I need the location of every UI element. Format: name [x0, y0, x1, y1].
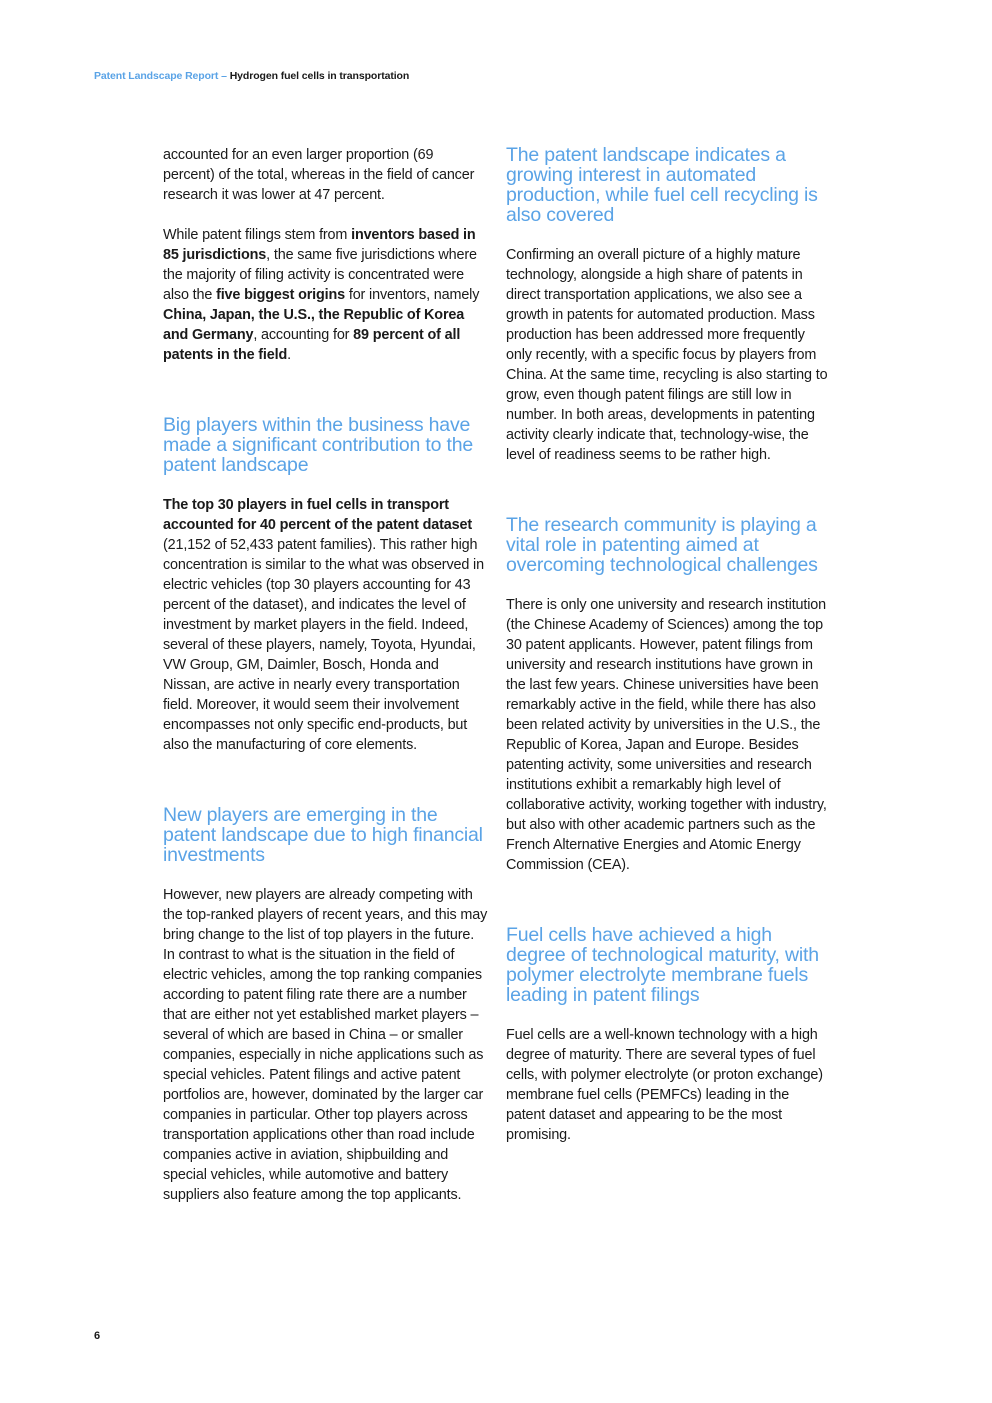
- section-gap: [163, 775, 488, 805]
- paragraph-proportion: [163, 145, 488, 205]
- text-run: for inventors, namely: [345, 287, 480, 303]
- text-run: , the same five jurisdictions where the majority of filing activity is concentrated were also the: [163, 247, 477, 303]
- text-run: .: [287, 347, 291, 363]
- text-run: While patent filings stem from: [163, 227, 352, 243]
- bold-run: 89 percent of all patents in the field: [163, 327, 461, 363]
- left-column: [163, 145, 488, 1225]
- bold-run: inventors based in 85 jurisdictions: [163, 227, 476, 263]
- heading-big-players: Big players within the business have made a significant contribution to the patent landscape: [163, 414, 474, 476]
- heading-new-players: New players are emerging in the patent landscape due to high financial investments: [163, 804, 483, 866]
- section-gap: [506, 895, 832, 925]
- bold-run: The top 30 players in fuel cells in transport accounted for 40 percent of the patent dataset: [163, 497, 472, 533]
- bold-run: China, Japan, the U.S., the Republic of Korea and Germany: [163, 307, 465, 343]
- page-number: 6: [94, 1330, 101, 1342]
- heading-technological-maturity: Fuel cells have achieved a high degree of technological maturity, with polymer electrolyte membrane fuels leading in patent filings: [506, 924, 819, 1006]
- paragraph-research-community: There is only one university and research institution (the Chinese Academy of Sciences) among the top 30 patent applicants. However, patent filings from university and research institutions have grown in the last few years. Chinese universities have been remarkably active in the field, while there has also been related activity by universities in the U.S., the Republic of Korea, Japan and Europe. Besides patenting activity, some universities and research institutions exhibit a remarkably high level of collaborative activity, working together with industry, but also with other academic partners such as the French Alternative Energies and Atomic Energy Commission (CEA).: [506, 597, 827, 873]
- paragraph-technological-maturity: Fuel cells are a well-known technology with a high degree of maturity. There are several types of fuel cells, with polymer electrolyte (or proton exchange) membrane fuel cells (PEMFCs) leading in the patent dataset and appearing to be the most promising.: [506, 1027, 823, 1143]
- paragraph-inventors: [163, 225, 488, 365]
- heading-automated-production: The patent landscape indicates a growing interest in automated production, while fuel cell recycling is also covered: [506, 144, 818, 226]
- text-run: accounted for an even larger proportion (69 percent) of the total, whereas in the field of cancer research it was lower at 47 percent.: [163, 147, 475, 203]
- paragraph-top-30-players: [163, 495, 488, 755]
- header-report-title: Patent Landscape Report –: [94, 70, 230, 82]
- paragraph-automated-production: Confirming an overall picture of a highly mature technology, alongside a high share of patents in direct transportation applications, we also see a growth in patents for automated production. Mass production has been addressed more frequently only recently, with a specific focus by players from China. At the same time, recycling is also starting to grow, even though patent filings are still low in number. In both areas, developments in patenting activity clearly indicate that, technology-wise, the level of readiness seems to be rather high.: [506, 247, 828, 463]
- right-column: [506, 145, 832, 1165]
- section-gap: [163, 385, 488, 415]
- section-gap: [506, 485, 832, 515]
- heading-research-community: The research community is playing a vital role in patenting aimed at overcoming technological challenges: [506, 514, 818, 576]
- text-run: , accounting for: [253, 327, 354, 343]
- running-header: [94, 70, 409, 82]
- text-run: However, new players are already competing with the top-ranked players of recent years, and this may bring change to the list of top players in the future. In contrast to what is the situation in the field of electric vehicles, among the top ranking companies according to patent filing rate there are a number that are either not yet established market players – several of which are based in China – or smaller companies, especially in niche applications such as special vehicles. Patent filings and active patent portfolios are, however, dominated by the larger car companies in particular. Other top players across transportation applications other than road include companies active in aviation, shipbuilding and special vehicles, while automotive and battery suppliers also feature among the top applicants.: [163, 887, 488, 1203]
- paragraph-new-players: [163, 885, 488, 1205]
- text-run: (21,152 of 52,433 patent families). This rather high concentration is similar to the what was observed in electric vehicles (top 30 players accounting for 43 percent of the dataset), and indicates the level of investment by market players in the field. Indeed, several of these players, namely, Toyota, Hyundai, VW Group, GM, Daimler, Bosch, Honda and Nissan, are active in nearly every transportation field. Moreover, it would seem their involvement encompasses not only specific end-products, but also the manufacturing of core elements.: [163, 537, 484, 753]
- header-topic: Hydrogen fuel cells in transportation: [229, 70, 410, 82]
- bold-run: five biggest origins: [216, 287, 345, 303]
